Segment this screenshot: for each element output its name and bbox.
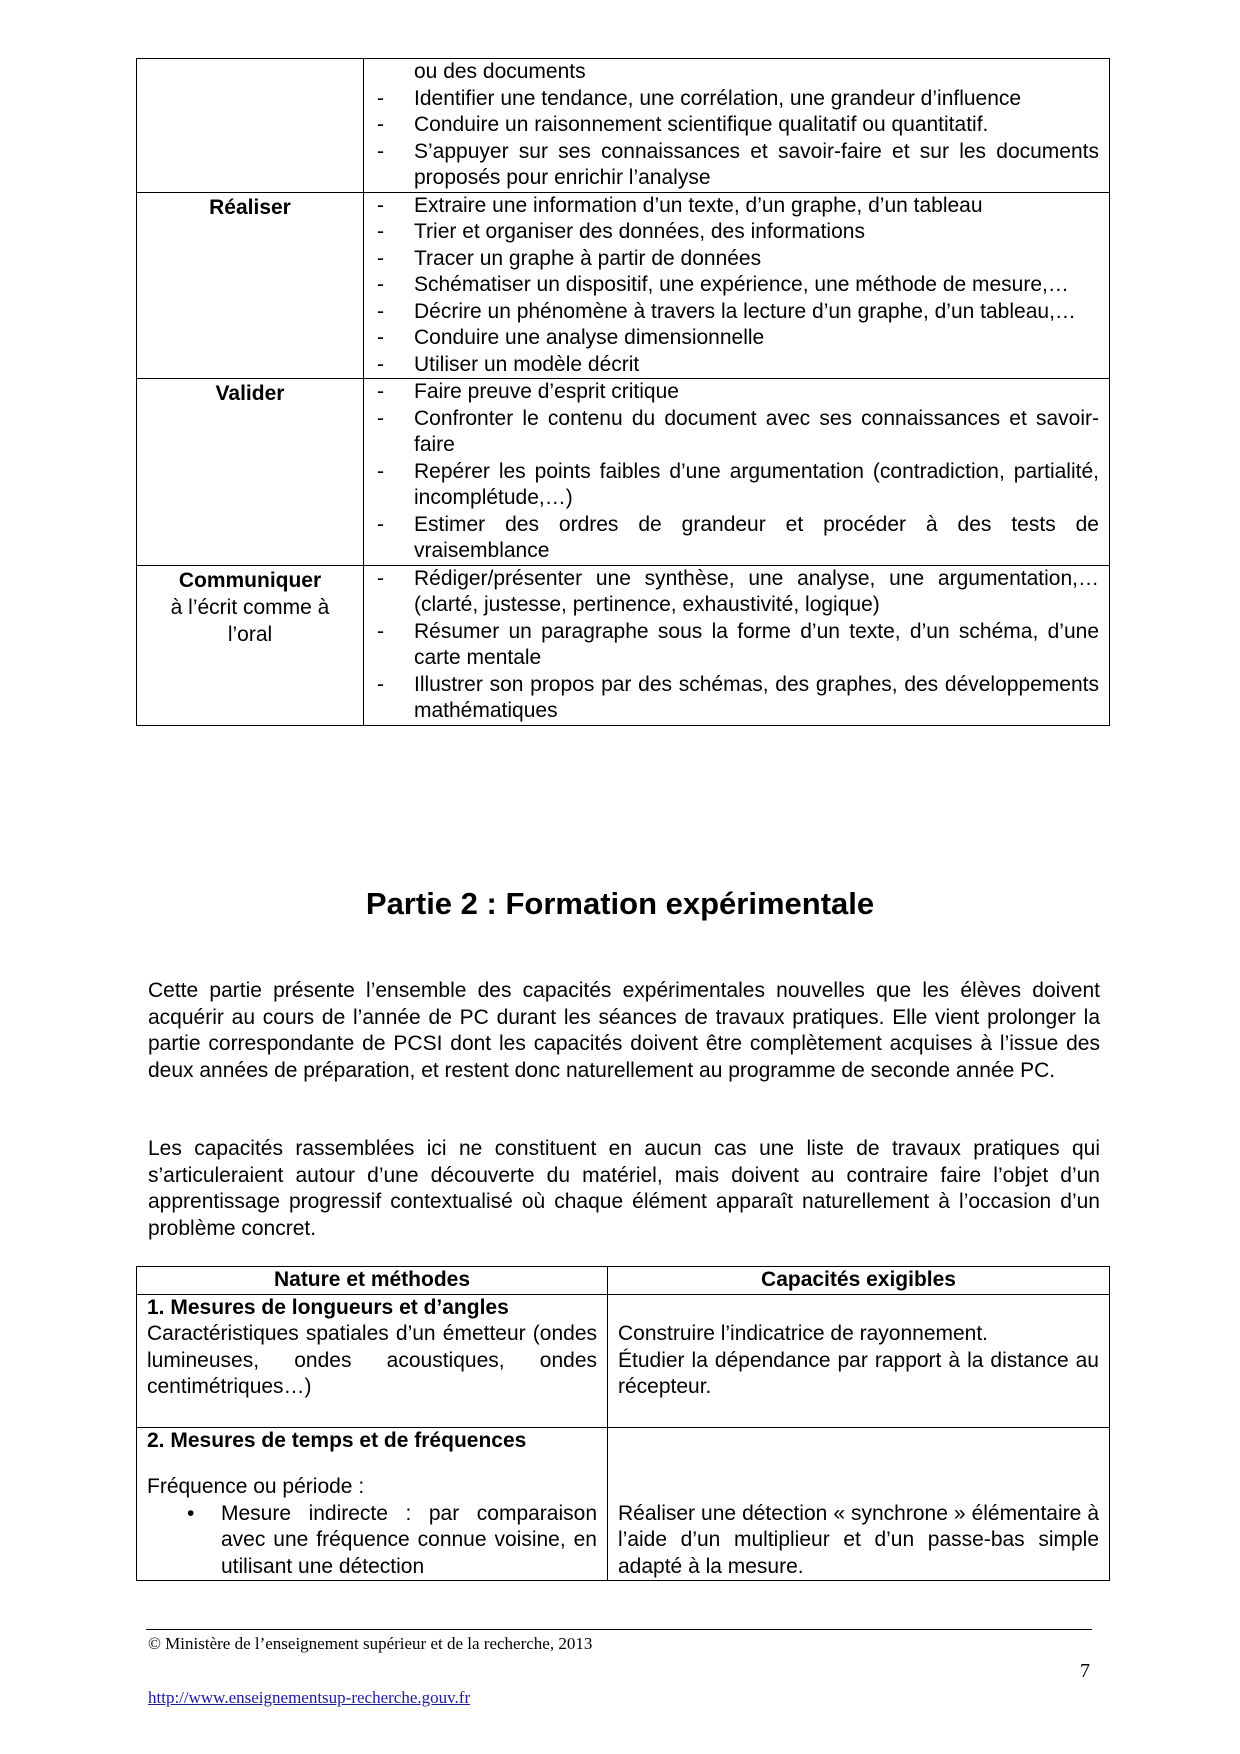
list-item: - Rédiger/présenter une synthèse, une analyse, une argumentation,… (clarté, justesse, pertinence, exhaustivité, logique) bbox=[364, 566, 1099, 619]
section-heading: 1. Mesures de longueurs et d’angles bbox=[147, 1295, 509, 1319]
skills-list bbox=[364, 566, 1109, 725]
copyright-notice: © Ministère de l’enseignement supérieur et de la recherche, 2013 bbox=[148, 1634, 593, 1653]
skills-cell bbox=[364, 59, 1110, 193]
page-number: 7 bbox=[1080, 1660, 1090, 1682]
second-paragraph: Les capacités rassemblées ici ne constituent en aucun cas une liste de travaux pratiques qui s’articuleraient autour d’une découverte du matériel, mais doivent au contraire faire l’objet d’un apprentissage progressif contextualisé où chaque élément apparaît naturellement à l’occasion d’un problème concret. bbox=[148, 1137, 1100, 1240]
list-item: - Tracer un graphe à partir de données bbox=[364, 246, 1099, 273]
list-item: - Trier et organiser des données, des informations bbox=[364, 219, 1099, 246]
skills-table bbox=[136, 58, 1110, 726]
table-row bbox=[137, 379, 1110, 566]
table-header-row bbox=[137, 1267, 1110, 1295]
skills-list bbox=[364, 193, 1109, 379]
table-row bbox=[137, 565, 1110, 725]
bullet-list bbox=[147, 1501, 597, 1581]
table-row bbox=[137, 192, 1110, 379]
list-item: - Conduire une analyse dimensionnelle bbox=[364, 325, 1099, 352]
capacite-text: Étudier la dépendance par rapport à la distance au récepteur. bbox=[618, 1348, 1099, 1398]
nature-text: Caractéristiques spatiales d’un émetteur (ondes lumineuses, ondes acoustiques, ondes centimétriques…) bbox=[147, 1322, 597, 1398]
list-item: - Extraire une information d’un texte, d’un graphe, d’un tableau bbox=[364, 193, 1099, 220]
table-row bbox=[137, 59, 1110, 193]
list-item: - Résumer un paragraphe sous la forme d’un texte, d’un schéma, d’une carte mentale bbox=[364, 619, 1099, 672]
list-item: - Décrire un phénomène à travers la lecture d’un graphe, d’un tableau,… bbox=[364, 299, 1099, 326]
skills-cell bbox=[364, 565, 1110, 725]
section-heading: 2. Mesures de temps et de fréquences bbox=[147, 1428, 527, 1452]
capacite-text: Réaliser une détection « synchrone » élémentaire à l’aide d’un multiplieur et d’un passe-bas simple adapté à la mesure. bbox=[618, 1501, 1099, 1578]
footer-link[interactable]: http://www.enseignementsup-recherche.gouv.fr bbox=[148, 1688, 471, 1707]
list-item: - Conduire un raisonnement scientifique qualitatif ou quantitatif. bbox=[364, 112, 1099, 139]
skills-list bbox=[364, 379, 1109, 565]
list-item: • Mesure indirecte : par comparaison avec une fréquence connue voisine, en utilisant une détection bbox=[147, 1501, 597, 1581]
category-cell bbox=[137, 192, 364, 379]
category-cell bbox=[137, 59, 364, 193]
category-label: Communiquer bbox=[178, 568, 322, 592]
intro-paragraph: Cette partie présente l’ensemble des capacités expérimentales nouvelles que les élèves doivent acquérir au cours de l’année de PC durant les séances de travaux pratiques. Elle vient prolonger la partie correspondante de PCSI dont les capacités doivent être complètement acquises à l’issue des deux années de préparation, et restent donc naturellement au programme de seconde année PC. bbox=[148, 979, 1100, 1082]
category-cell bbox=[137, 379, 364, 566]
capacite-text: Construire l’indicatrice de rayonnement. bbox=[618, 1322, 989, 1345]
list-item: - Faire preuve d’esprit critique bbox=[364, 379, 1099, 406]
capacities-table bbox=[136, 1266, 1110, 1581]
section-title: Partie 2 : Formation expérimentale bbox=[365, 886, 875, 921]
list-item: - Utiliser un modèle décrit bbox=[364, 352, 1099, 379]
capacites-cell bbox=[608, 1427, 1110, 1581]
nature-text: Fréquence ou période : bbox=[147, 1475, 365, 1498]
category-label: Valider bbox=[215, 382, 285, 405]
list-item: - Identifier une tendance, une corrélation, une grandeur d’influence bbox=[364, 86, 1099, 113]
table-row bbox=[137, 1294, 1110, 1427]
list-item: - Estimer des ordres de grandeur et procéder à des tests de vraisemblance bbox=[364, 512, 1099, 565]
footer-divider bbox=[146, 1629, 1092, 1630]
list-item: - Schématiser un dispositif, une expérience, une méthode de mesure,… bbox=[364, 272, 1099, 299]
nature-cell bbox=[137, 1427, 608, 1581]
list-item: ou des documents bbox=[414, 60, 586, 83]
skills-list bbox=[364, 59, 1109, 192]
list-item: - Repérer les points faibles d’une argumentation (contradiction, partialité, incomplétude,…) bbox=[364, 459, 1099, 512]
capacites-cell bbox=[608, 1294, 1110, 1427]
table-row bbox=[137, 1427, 1110, 1581]
list-item: - Illustrer son propos par des schémas, des graphes, des développements mathématiques bbox=[364, 672, 1099, 725]
header-nature: Nature et méthodes bbox=[137, 1267, 608, 1295]
category-sublabel: à l’écrit comme à l’oral bbox=[170, 595, 330, 646]
skills-cell bbox=[364, 192, 1110, 379]
nature-cell bbox=[137, 1294, 608, 1427]
header-capacites: Capacités exigibles bbox=[608, 1267, 1110, 1295]
list-item: - S’appuyer sur ses connaissances et savoir-faire et sur les documents proposés pour enrichir l’analyse bbox=[364, 139, 1099, 192]
skills-cell bbox=[364, 379, 1110, 566]
category-cell bbox=[137, 565, 364, 725]
list-item: - Confronter le contenu du document avec ses connaissances et savoir-faire bbox=[364, 406, 1099, 459]
category-label: Réaliser bbox=[209, 195, 291, 219]
